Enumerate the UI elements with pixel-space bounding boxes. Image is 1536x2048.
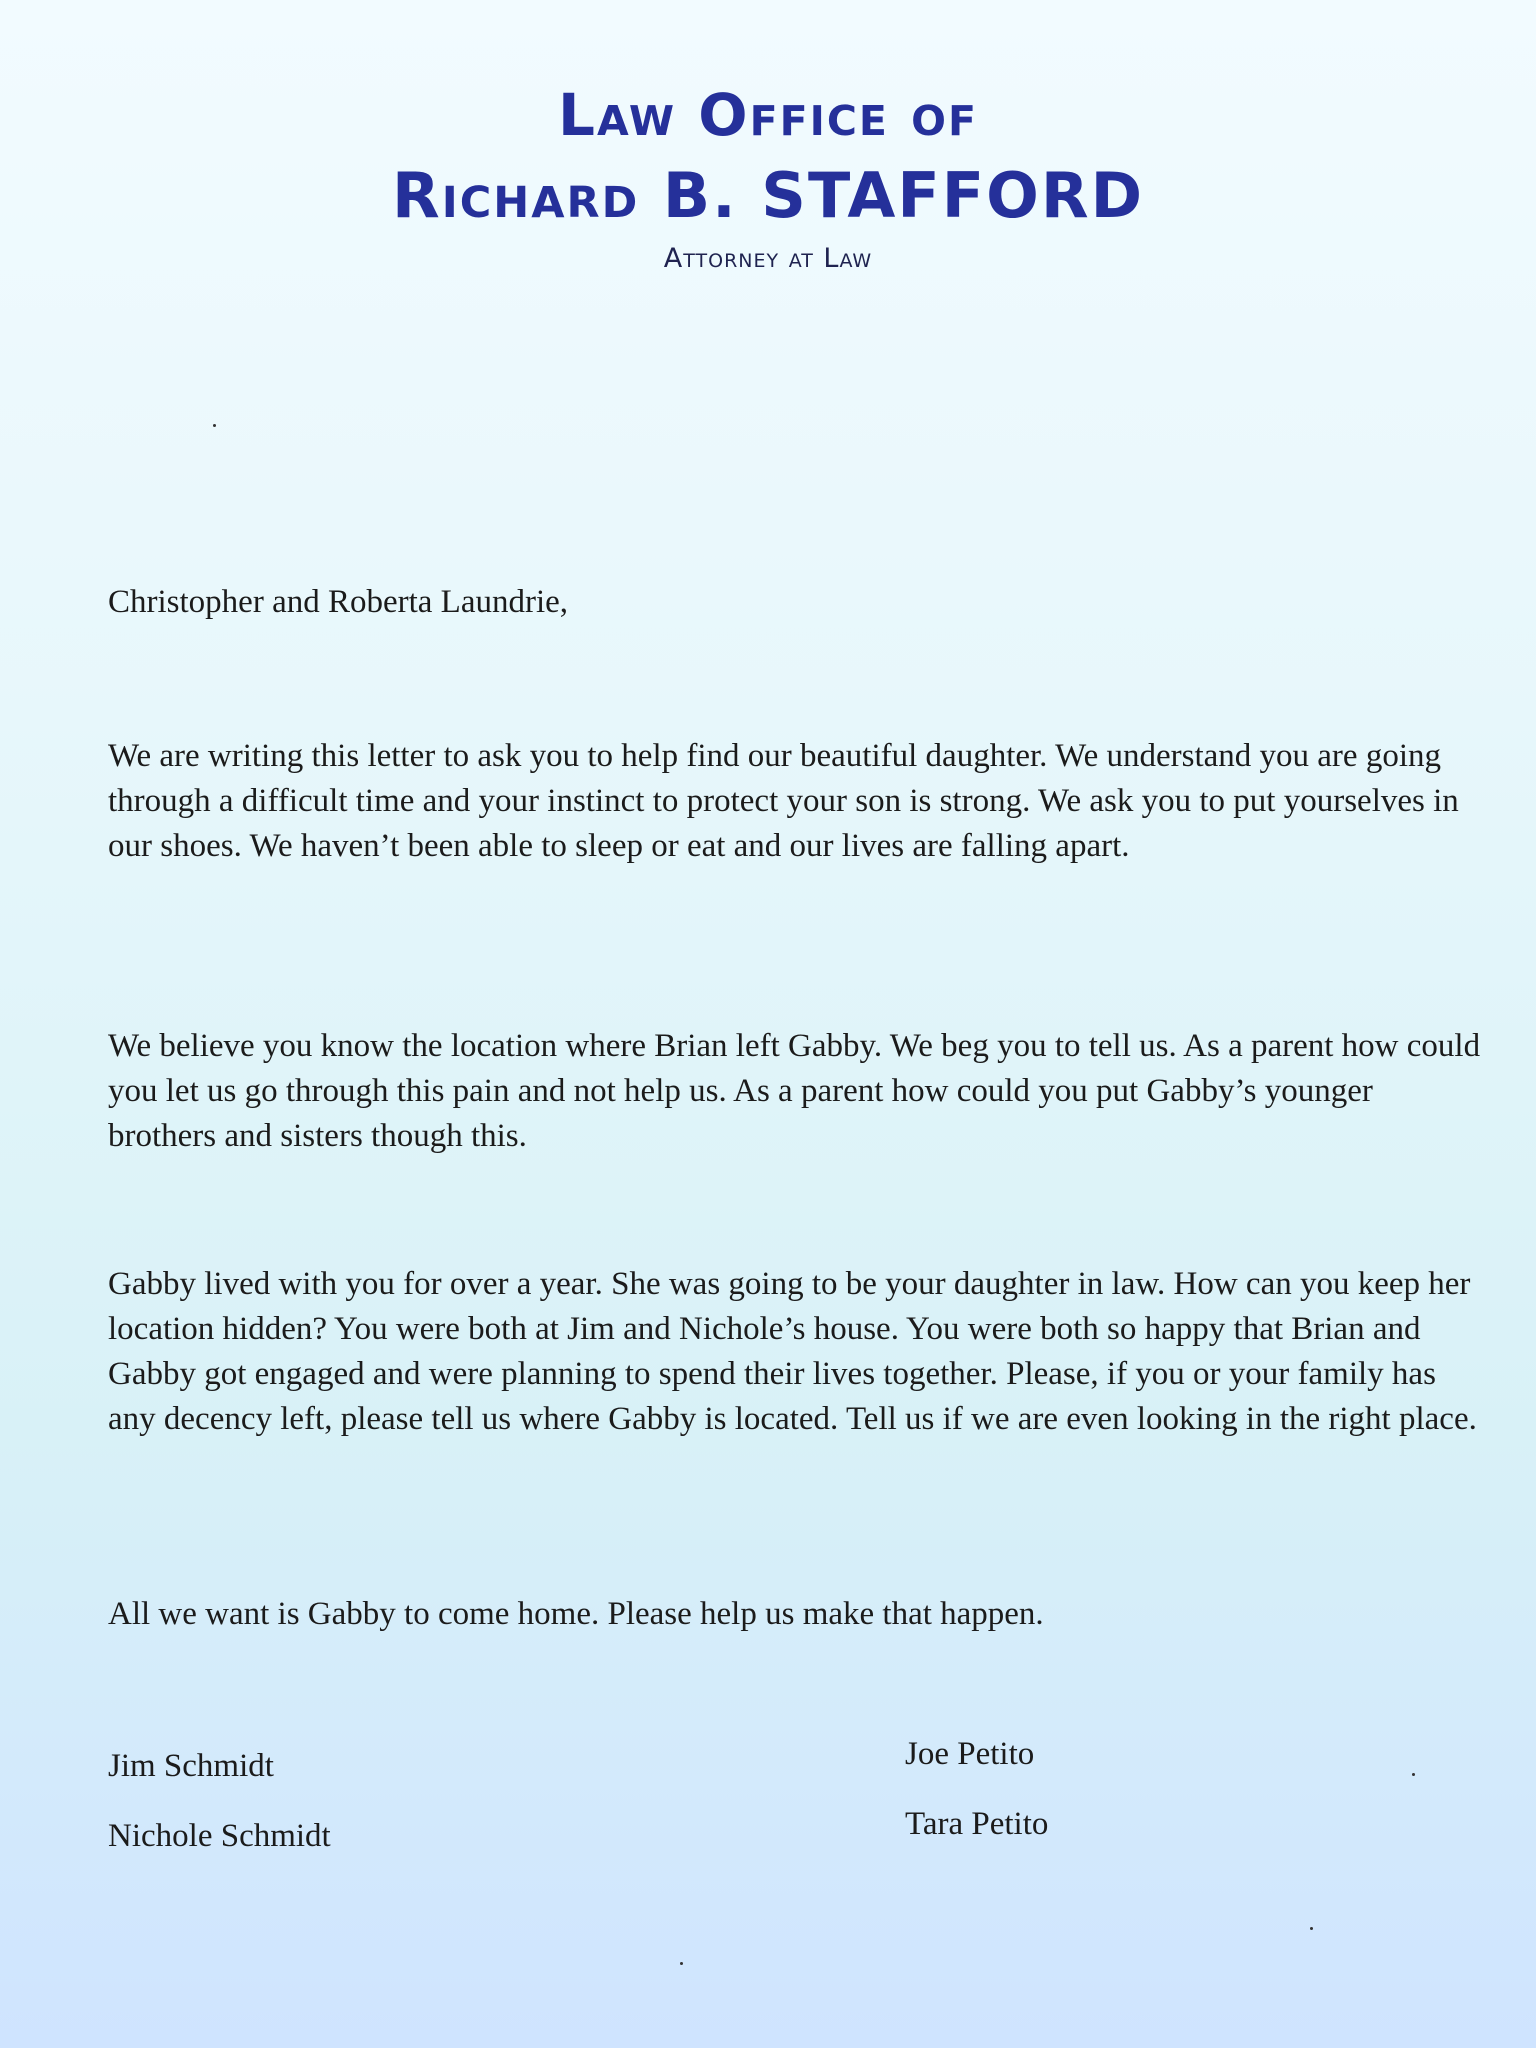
paper-speck bbox=[680, 1962, 683, 1965]
paragraph-1: We are writing this letter to ask you to help find our beautiful daughter. We understand you are going through a difficult time and your instinct to protect your son is strong. We ask you to put yourselves in our shoes. We haven’t been able to sleep or eat and our lives are falling apart. bbox=[108, 738, 1459, 864]
signature-nichole-schmidt: Nichole Schmidt bbox=[108, 1818, 331, 1854]
letterhead-title: Attorney at Law bbox=[663, 243, 873, 274]
signature-joe-petito: Joe Petito bbox=[905, 1736, 1035, 1772]
signature-jim-schmidt: Jim Schmidt bbox=[108, 1748, 274, 1784]
paper-speck bbox=[1412, 1773, 1415, 1776]
letterhead-line-law-office: Law Office of bbox=[558, 81, 978, 149]
paragraph-2: We believe you know the location where Brian left Gabby. We beg you to tell us. As a parent how could you let us go through this pain and not help us. As a parent how could you put Gabby’s younger brothers and sisters though this. bbox=[108, 1028, 1481, 1154]
signature-tara-petito: Tara Petito bbox=[905, 1806, 1049, 1842]
letterhead-attorney-name: Richard B. STAFFORD bbox=[391, 159, 1145, 232]
paper-speck bbox=[213, 424, 216, 427]
paper-speck bbox=[1310, 1927, 1313, 1930]
paragraph-3: Gabby lived with you for over a year. She was going to be your daughter in law. How can you keep her location hidden? You were both at Jim and Nichole’s house. You were both so happy that Brian and Gabby got engaged and were planning to spend their lives together. Please, if you or your family has any decency left, please tell us where Gabby is located. Tell us if we are even looking in the right place. bbox=[108, 1266, 1477, 1437]
closing-line: All we want is Gabby to come home. Please help us make that happen. bbox=[108, 1596, 1044, 1632]
salutation: Christopher and Roberta Laundrie, bbox=[108, 584, 569, 620]
